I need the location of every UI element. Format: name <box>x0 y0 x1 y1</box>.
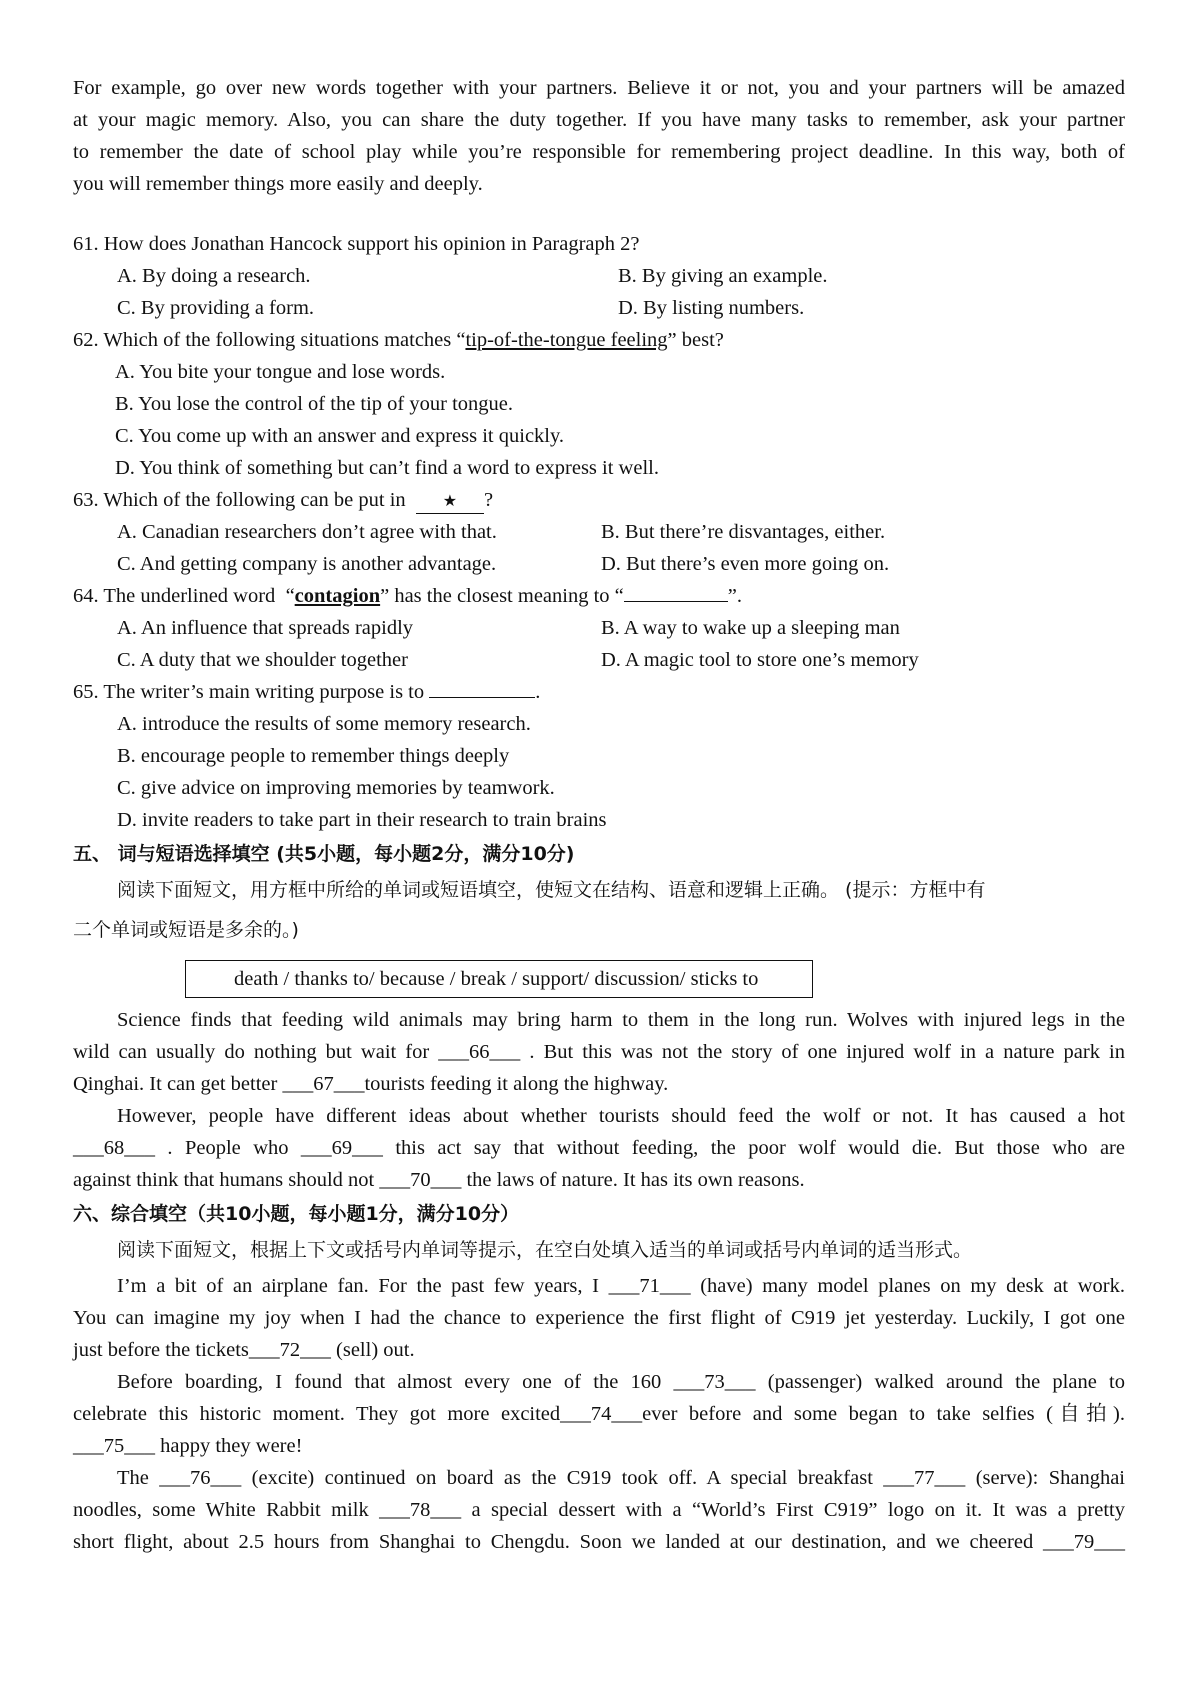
passage-paragraph <box>73 1366 1125 1462</box>
question-62 <box>73 324 1125 484</box>
text-line: ___75___ happy they were! <box>73 1435 303 1457</box>
answer-blank <box>429 697 535 698</box>
option-c: C. And getting company is another advantage. <box>117 553 497 575</box>
question-stem: 62. Which of the following situations matches “tip-of-the-tongue feeling” best? <box>73 329 724 351</box>
question-61 <box>73 228 1125 324</box>
text-line: ___68___ . People who ___69___ this act say that without feeding, the poor wolf would die. But those who are <box>73 1137 1125 1159</box>
exam-page <box>73 72 1125 1558</box>
underlined-word: contagion <box>294 585 381 607</box>
question-stem: 64. The underlined word “contagion” has the closest meaning to “ ”. <box>73 585 742 607</box>
option-a: A. Canadian researchers don’t agree with that. <box>117 521 497 543</box>
answer-blank <box>624 601 728 602</box>
text-line: I’m a bit of an airplane fan. For the past few years, I ___71___ (have) many model planes on my desk at work. <box>117 1275 1125 1297</box>
text-line: you will remember things more easily and deeply. <box>73 173 483 195</box>
text-line: against think that humans should not ___70___ the laws of nature. It has its own reasons. <box>73 1169 805 1191</box>
question-stem: 65. The writer’s main writing purpose is to . <box>73 681 541 703</box>
section-instruction: 阅读下面短文，根据上下文或括号内单词等提示，在空白处填入适当的单词或括号内单词的适当形式。 <box>117 1239 973 1261</box>
option-a: A. By doing a research. <box>117 265 311 287</box>
text-line: Science finds that feeding wild animals may bring harm to them in the long run. Wolves with injured legs in the <box>117 1009 1125 1031</box>
intro-paragraph <box>73 72 1125 200</box>
section-5 <box>73 838 1125 1196</box>
passage-paragraph <box>73 1462 1125 1558</box>
option-a: A. You bite your tongue and lose words. <box>115 361 446 383</box>
option-d: D. By listing numbers. <box>618 297 805 319</box>
text-line: to remember the date of school play while you’re responsible for remembering project deadline. In this way, both of <box>73 141 1125 163</box>
question-63 <box>73 484 1125 580</box>
question-64 <box>73 580 1125 676</box>
option-c: C. A duty that we shoulder together <box>117 649 408 671</box>
option-b: B. encourage people to remember things deeply <box>117 745 510 767</box>
word-box: death / thanks to/ because / break / support/ discussion/ sticks to <box>185 960 813 998</box>
passage-paragraph <box>73 1270 1125 1366</box>
section-instruction: 阅读下面短文，用方框中所给的单词或短语填空，使短文在结构、语意和逻辑上正确。 (提示：方框中有 <box>117 879 986 901</box>
question-stem: 61. How does Jonathan Hancock support his opinion in Paragraph 2? <box>73 233 640 255</box>
option-b: B. But there’re disvantages, either. <box>601 521 886 543</box>
option-c: C. You come up with an answer and express it quickly. <box>115 425 565 447</box>
text-line: just before the tickets___72___ (sell) out. <box>73 1339 415 1361</box>
text-line: celebrate this historic moment. They got more excited___74___ever before and some began to take selfies (自拍). <box>73 1403 1125 1425</box>
text-line: noodles, some White Rabbit milk ___78___ a special dessert with a “World’s First C919” logo on it. It was a pretty <box>73 1499 1125 1521</box>
passage-paragraph <box>73 1100 1125 1196</box>
underlined-phrase: tip-of-the-tongue feeling <box>465 329 668 351</box>
text-line: However, people have different ideas about whether tourists should feed the wolf or not. It has caused a hot <box>117 1105 1125 1127</box>
option-d: D. invite readers to take part in their research to train brains <box>117 809 607 831</box>
option-b: B. A way to wake up a sleeping man <box>601 617 900 639</box>
text-line: short flight, about 2.5 hours from Shanghai to Chengdu. Soon we landed at our destination, and we cheered ___79___ <box>73 1531 1125 1553</box>
question-65 <box>73 676 1125 836</box>
option-b: B. You lose the control of the tip of your tongue. <box>115 393 514 415</box>
text-line: wild can usually do nothing but wait for ___66___ . But this was not the story of one injured wolf in a nature park in <box>73 1041 1125 1063</box>
text-line: You can imagine my joy when I had the chance to experience the first flight of C919 jet yesterday. Luckily, I got one <box>73 1307 1125 1329</box>
option-b: B. By giving an example. <box>618 265 828 287</box>
text-line: For example, go over new words together with your partners. Believe it or not, you and your partners will be amazed <box>73 77 1125 99</box>
option-a: A. introduce the results of some memory research. <box>117 713 531 735</box>
option-d: D. You think of something but can’t find a word to express it well. <box>115 457 659 479</box>
section-heading: 五、 词与短语选择填空 (共5小题，每小题2分，满分10分) <box>73 843 575 865</box>
star-blank: ★ <box>416 491 484 514</box>
text-line: The ___76___ (excite) continued on board as the C919 took off. A special breakfast ___77___ (serve): Shanghai <box>117 1467 1125 1489</box>
option-a: A. An influence that spreads rapidly <box>117 617 414 639</box>
question-stem: 63. Which of the following can be put in ★ ? <box>73 484 1125 516</box>
option-c: C. By providing a form. <box>117 297 315 319</box>
text-line: Before boarding, I found that almost every one of the 160 ___73___ (passenger) walked around the plane to <box>117 1371 1125 1393</box>
section-heading: 六、综合填空（共10小题，每小题1分，满分10分） <box>73 1203 520 1225</box>
option-d: D. But there’s even more going on. <box>601 553 890 575</box>
option-c: C. give advice on improving memories by teamwork. <box>117 777 555 799</box>
text-line: at your magic memory. Also, you can share the duty together. If you have many tasks to remember, ask your partner <box>73 109 1125 131</box>
section-instruction: 二个单词或短语是多余的。) <box>73 919 299 941</box>
option-d: D. A magic tool to store one’s memory <box>601 649 919 671</box>
passage-paragraph <box>73 1004 1125 1100</box>
section-6 <box>73 1198 1125 1558</box>
text-line: Qinghai. It can get better ___67___tourists feeding it along the highway. <box>73 1073 669 1095</box>
